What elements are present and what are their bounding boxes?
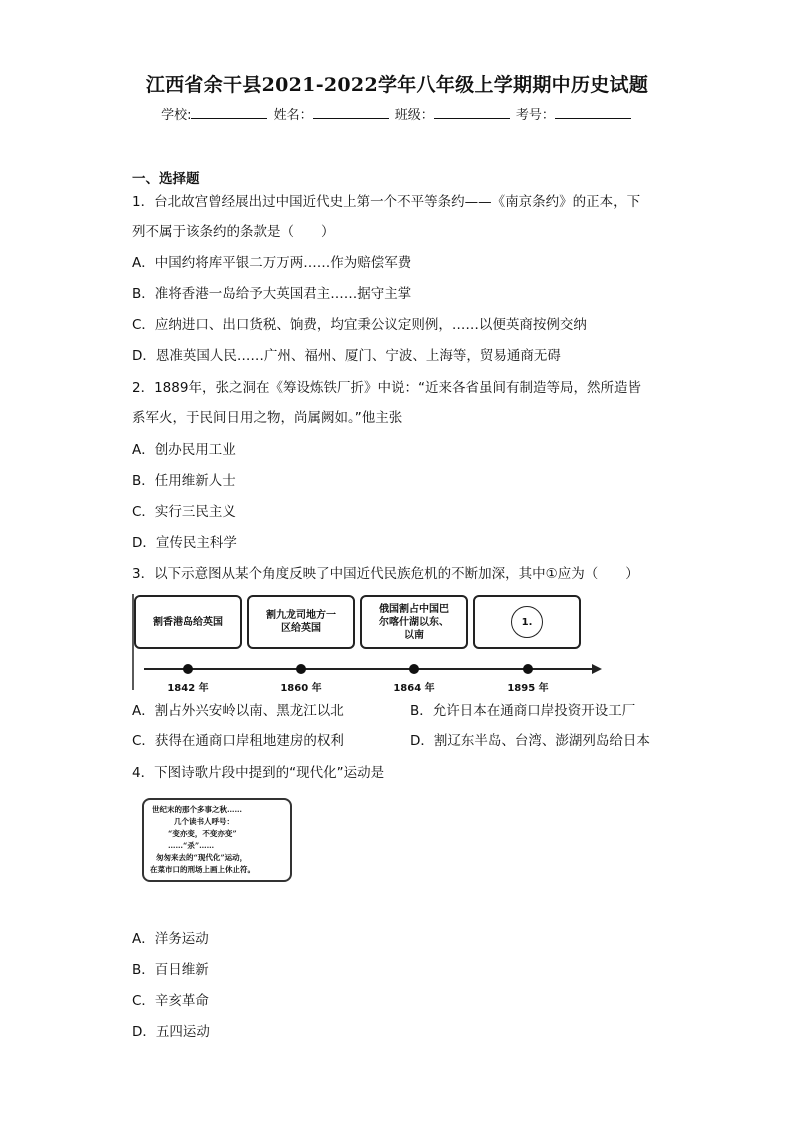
q3-option-d: D．割辽东半岛、台湾、澎湖列岛给日本 [410, 733, 650, 749]
timeline-dot-1842 [183, 664, 193, 674]
poem-line-4: ……“杀”…… [168, 841, 215, 850]
q3-option-a: A．割占外兴安岭以南、黑龙江以北 [132, 703, 344, 719]
q4-stem: 4．下图诗歌片段中提到的“现代化”运动是 [132, 765, 385, 781]
year-label-1842: 1842 年 [167, 683, 209, 694]
box-1864-text-line3: 以南 [404, 629, 424, 641]
box-1860-text-line1: 割九龙司地方一 [266, 610, 336, 621]
name-blank [313, 104, 389, 119]
exam-number-blank [555, 104, 631, 119]
q3-option-b: B．允许日本在通商口岸投资开设工厂 [410, 703, 636, 719]
q1-option-a: A．中国约将库平银二万万两……作为赔偿军费 [132, 255, 412, 271]
q4-poem-image [142, 798, 292, 882]
timeline-dot-1860 [296, 664, 306, 674]
q1-option-d: D．恩准英国人民……广州、福州、厦门、宁波、上海等，贸易通商无碍 [132, 348, 561, 364]
q4-option-b: B．百日维新 [132, 962, 209, 978]
q4-option-a: A．洋务运动 [132, 931, 209, 947]
q1-option-b: B．准将香港一岛给予大英国君主……据守主掌 [132, 286, 412, 302]
q1-stem-line1: 1．台北故宫曾经展出过中国近代史上第一个不平等条约——《南京条约》的正本，下 [132, 194, 641, 210]
timeline-box-1842 [134, 595, 242, 649]
poem-line-5: 匆匆来去的“现代化”运动， [156, 853, 248, 862]
class-label: 班级： [394, 108, 434, 123]
q2-option-a: A．创办民用工业 [132, 442, 236, 458]
box-1864-text-line1: 俄国割占中国巴 [379, 603, 449, 615]
q4-option-c: C．辛亥革命 [132, 993, 209, 1009]
q2-stem-line1: 2．1889年，张之洞在《筹设炼铁厂折》中说：“近来各省虽间有制造等局，然所造皆 [132, 380, 641, 396]
box-1860-text-line2: 区给英国 [281, 623, 321, 634]
box-1864-text-line2: 尔喀什湖以东、 [379, 616, 449, 628]
student-info-row [0, 104, 794, 123]
poem-line-2: 几个读书人呼号： [174, 817, 234, 826]
circle-label: 1. [521, 616, 533, 628]
timeline-box-1864 [360, 595, 468, 649]
q2-stem-line2: 系军火，于民间日用之物，尚属阙如。”他主张 [132, 410, 403, 426]
blank-circle-marker [511, 606, 543, 638]
poem-line-3: “变亦变，不变亦变” [168, 829, 237, 838]
q1-option-c: C．应纳进口、出口货税、饷费，均宜秉公议定则例，……以便英商按例交纳 [132, 317, 587, 333]
section-heading: 一、选择题 [132, 171, 200, 187]
timeline-dot-1895 [523, 664, 533, 674]
school-label: 学校: [161, 108, 192, 123]
class-blank [434, 104, 510, 119]
year-label-1860: 1860 年 [280, 683, 322, 694]
q2-option-c: C．实行三民主义 [132, 504, 236, 520]
timeline-box-1895 [473, 595, 581, 649]
timeline-dot-1864 [409, 664, 419, 674]
box-1842-text: 割香港岛给英国 [153, 616, 223, 628]
q2-option-d: D．宣传民主科学 [132, 535, 237, 551]
poem-line-1: 世纪末的那个多事之秋…… [152, 805, 242, 814]
q2-option-b: B．任用维新人士 [132, 473, 236, 489]
q3-option-c: C．获得在通商口岸租地建房的权利 [132, 733, 344, 749]
q4-option-d: D．五四运动 [132, 1024, 210, 1040]
q3-timeline-diagram [132, 592, 602, 692]
name-label: 姓名： [273, 108, 313, 123]
q3-stem: 3．以下示意图从某个角度反映了中国近代民族危机的不断加深，其中①应为（ ） [132, 566, 639, 582]
year-label-1864: 1864 年 [393, 683, 435, 694]
page-title: 江西省余干县2021-2022学年八年级上学期期中历史试题 [145, 74, 649, 96]
year-label-1895: 1895 年 [507, 683, 549, 694]
school-blank [191, 104, 267, 119]
timeline-box-1860 [247, 595, 355, 649]
poem-line-6: 在菜市口的刑场上画上休止符。 [150, 865, 255, 874]
exam-number-label: 考号： [515, 108, 555, 123]
q1-stem-line2: 列不属于该条约的条款是（ ） [132, 224, 335, 240]
